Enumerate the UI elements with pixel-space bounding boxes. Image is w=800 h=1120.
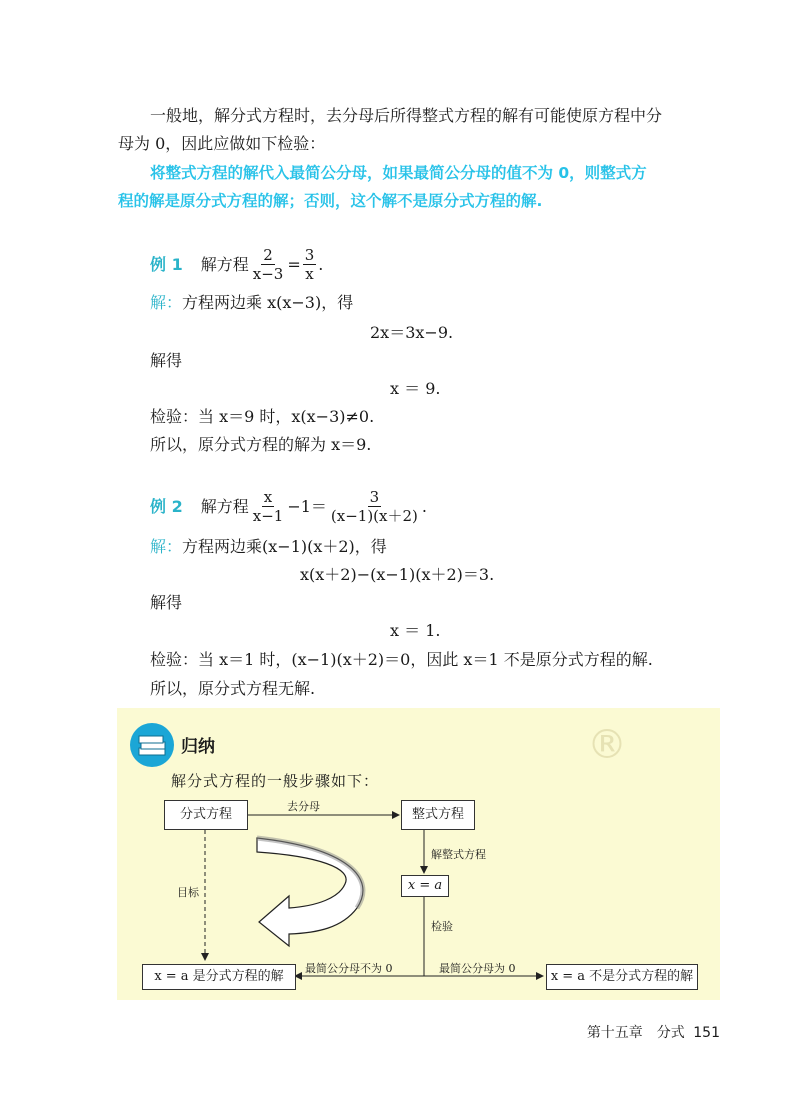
fraction-denominator: x−1 — [252, 507, 284, 525]
intro-line-2: 母为 0，因此应做如下检验： — [118, 134, 326, 153]
box-x-equals-a: x = a — [401, 875, 449, 897]
fraction-denominator: (x−1)(x＋2) — [330, 507, 418, 525]
label-goal: 目标 — [177, 886, 199, 899]
solution-label: 解： — [150, 537, 183, 556]
registered-watermark: ® — [587, 722, 627, 768]
highlight-line-1: 将整式方程的解代入最简公分母，如果最简公分母的值不为 0，则整式方 — [150, 164, 647, 182]
example-1-prompt: 解方程 — [200, 254, 249, 274]
period: . — [318, 254, 324, 274]
example-2-result: x ＝ 1. — [390, 621, 441, 640]
example-1-fraction-right — [303, 246, 317, 283]
equals-sign: = — [287, 254, 301, 274]
example-1-equation: 2x＝3x−9. — [370, 323, 454, 342]
box-not-solution: x = a 不是分式方程的解 — [546, 964, 698, 990]
page-number: 151 — [693, 1025, 720, 1041]
label-remove-denominator: 去分母 — [287, 800, 320, 813]
example-1-solve: 解得 — [150, 351, 183, 370]
flowchart-arrows — [117, 708, 720, 1000]
example-2-heading — [150, 488, 427, 525]
label-denominator-zero: 最简公分母为 0 — [439, 962, 516, 975]
example-1-conclusion: 所以，原分式方程的解为 x＝9. — [150, 435, 372, 454]
example-2-solve: 解得 — [150, 593, 183, 612]
summary-title: 归纳 — [181, 737, 215, 757]
summary-panel — [117, 708, 720, 1000]
solution-text: 方程两边乘(x−1)(x＋2)，得 — [182, 537, 387, 556]
intro-line-1: 一般地，解分式方程时，去分母后所得整式方程的解有可能使原方程中分 — [150, 106, 663, 125]
example-2-conclusion: 所以，原分式方程无解. — [150, 679, 316, 698]
box-integral-equation: 整式方程 — [401, 800, 475, 830]
label-solve-integral: 解整式方程 — [431, 848, 486, 861]
example-2-equation: x(x＋2)−(x−1)(x＋2)＝3. — [300, 565, 495, 584]
fraction-numerator: 3 — [369, 488, 380, 506]
example-1-solution — [150, 290, 353, 316]
example-1-label: 例 1 — [150, 254, 183, 274]
page-footer — [587, 1022, 720, 1042]
example-1-check: 检验：当 x＝9 时，x(x−3)≠0. — [150, 407, 375, 426]
fraction-numerator: 2 — [263, 246, 273, 264]
example-2-solution — [150, 534, 387, 560]
example-2-check: 检验：当 x＝1 时，(x−1)(x＋2)＝0，因此 x＝1 不是原分式方程的解. — [150, 650, 653, 669]
label-check: 检验 — [431, 920, 453, 933]
fraction-denominator: x — [305, 265, 314, 283]
example-2-fraction-left — [251, 488, 286, 525]
fraction-denominator: x−3 — [252, 265, 284, 283]
fraction-numerator: 3 — [304, 246, 315, 264]
summary-subtitle: 解分式方程的一般步骤如下： — [171, 772, 380, 790]
highlight-line-2: 程的解是原分式方程的解；否则，这个解不是原分式方程的解. — [118, 192, 543, 210]
curved-arrow — [257, 838, 363, 946]
period: . — [421, 496, 427, 516]
label-denominator-nonzero: 最简公分母不为 0 — [305, 962, 393, 975]
example-2-fraction-right — [329, 488, 420, 525]
box-fractional-equation: 分式方程 — [164, 800, 248, 830]
minus-one-equals: −1＝ — [287, 496, 327, 516]
box-is-solution: x = a 是分式方程的解 — [142, 964, 296, 990]
example-1-result: x ＝ 9. — [390, 379, 441, 398]
example-2-prompt: 解方程 — [200, 496, 249, 516]
solution-text: 方程两边乘 x(x−3)，得 — [182, 293, 354, 312]
example-2-label: 例 2 — [150, 496, 183, 516]
solution-label: 解： — [150, 293, 183, 312]
example-1-heading — [150, 246, 323, 283]
example-1-fraction-left — [251, 246, 286, 283]
fraction-numerator: x — [263, 488, 273, 506]
chapter-label: 第十五章 分式 — [586, 1025, 685, 1041]
